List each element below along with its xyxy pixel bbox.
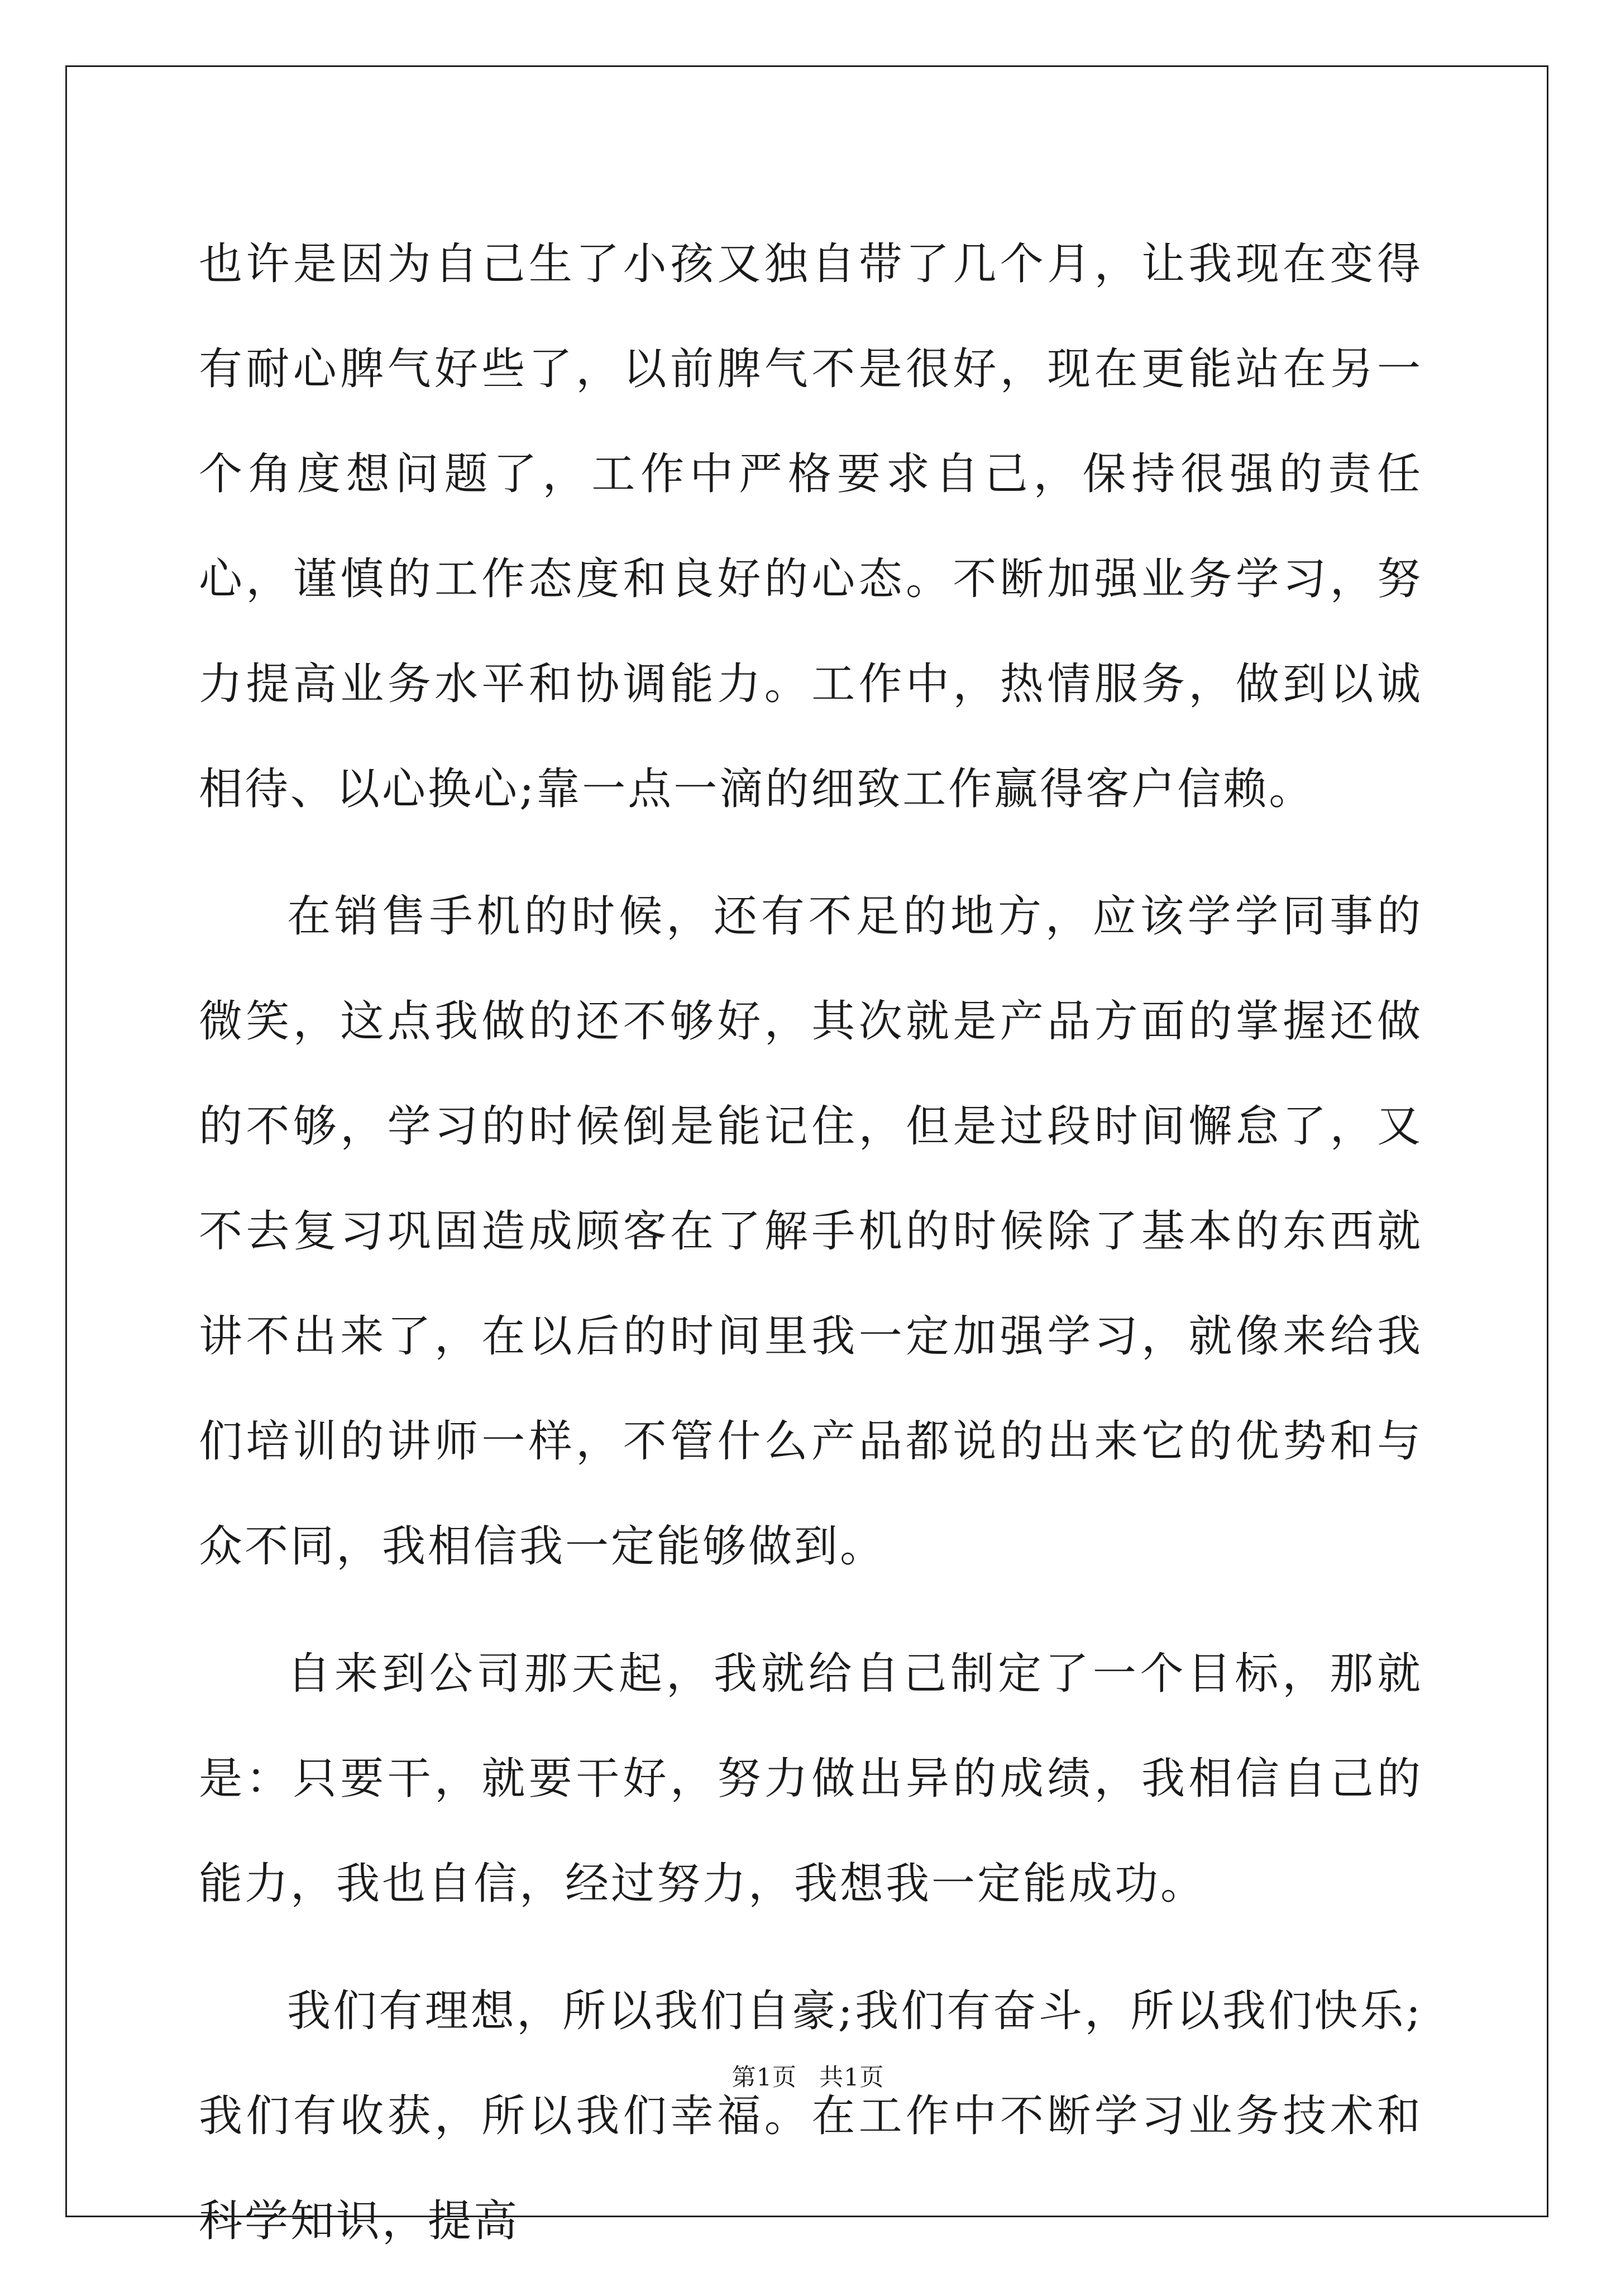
page-number: 第1页 xyxy=(731,2064,797,2092)
page-footer xyxy=(0,2061,1616,2094)
paragraph-4: 我们有理想，所以我们自豪;我们有奋斗，所以我们快乐;我们有收获，所以我们幸福。在工作中不断学习业务技术和科学知识，提高 xyxy=(199,1986,1423,2246)
document-body xyxy=(199,212,1423,2296)
paragraph-1: 也许是因为自己生了小孩又独自带了几个月，让我现在变得有耐心脾气好些了，以前脾气不是很好，现在更能站在另一个角度想问题了，工作中严格要求自己，保持很强的责任心，谨慎的工作态度和良好的心态。不断加强业务学习，努力提高业务水平和协调能力。工作中，热情服务，做到以诚相待、以心换心;靠一点一滴的细致工作赢得客户信赖。 xyxy=(199,239,1423,814)
paragraph-3: 自来到公司那天起，我就给自己制定了一个目标，那就是：只要干，就要干好，努力做出异的成绩，我相信自己的能力，我也自信，经过努力，我想我一定能成功。 xyxy=(199,1649,1423,1909)
paragraph-2: 在销售手机的时候，还有不足的地方，应该学学同事的微笑，这点我做的还不够好，其次就是产品方面的掌握还做的不够，学习的时候倒是能记住，但是过段时间懈怠了，又不去复习巩固造成顾客在了解手机的时候除了基本的东西就讲不出来了，在以后的时间里我一定加强学习，就像来给我们培训的讲师一样，不管什么产品都说的出来它的优势和与众不同，我相信我一定能够做到。 xyxy=(199,891,1423,1572)
page-total: 共1页 xyxy=(819,2064,885,2092)
